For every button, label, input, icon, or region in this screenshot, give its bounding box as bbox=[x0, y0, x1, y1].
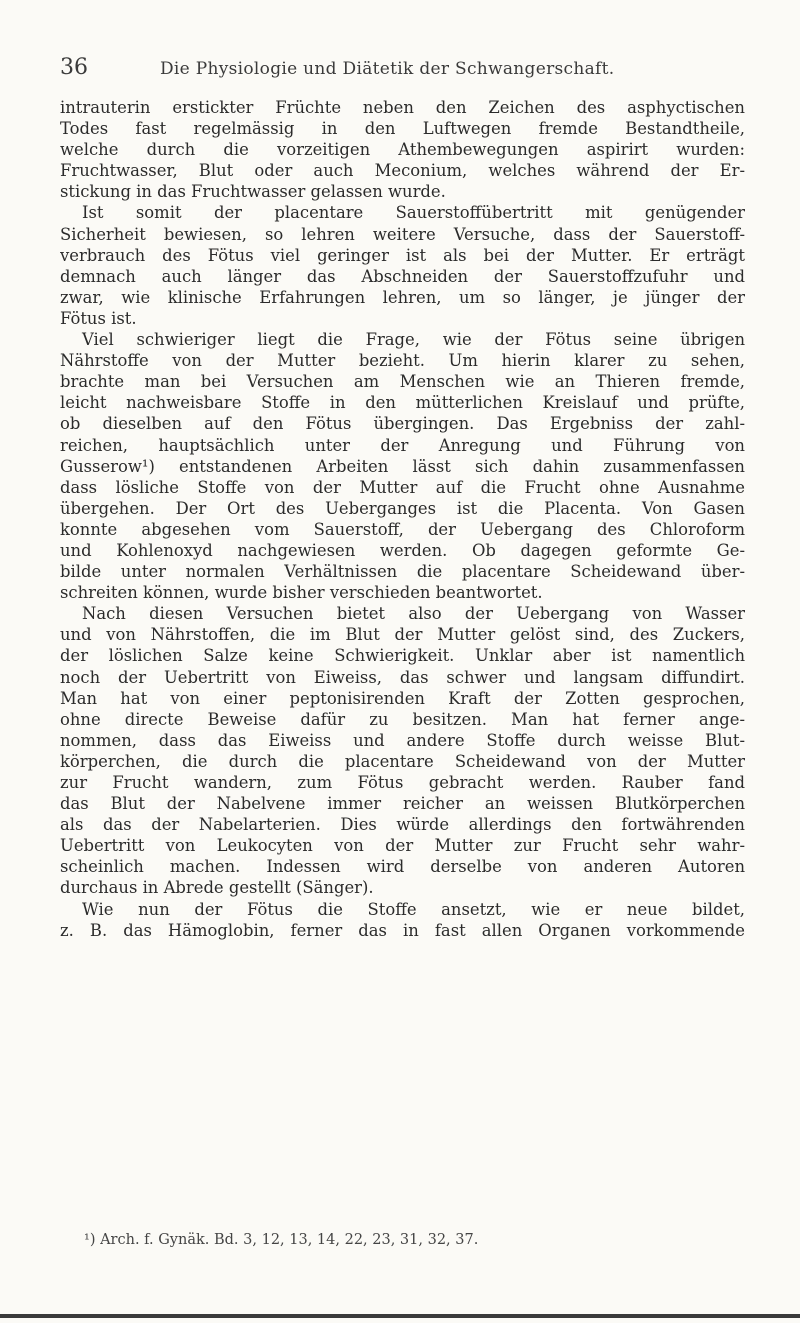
text-line: nommen, dass das Eiweiss und andere Stoffe durch weisse Blut- bbox=[60, 730, 745, 750]
text-line: Man hat von einer peptonisirenden Kraft der Zotten gesprochen, bbox=[60, 688, 745, 708]
text-line: reichen, hauptsächlich unter der Anregung und Führung von bbox=[60, 435, 745, 455]
body-text bbox=[60, 97, 745, 941]
text-line: intrauterin erstickter Früchte neben den Zeichen des asphyctischen bbox=[60, 98, 745, 117]
text-line: und von Nährstoffen, die im Blut der Mutter gelöst sind, des Zuckers, bbox=[60, 625, 745, 645]
running-title: Die Physiologie und Diätetik der Schwangerschaft. bbox=[160, 59, 615, 79]
text-line: das Blut der Nabelvene immer reicher an weissen Blutkörperchen bbox=[60, 794, 745, 814]
text-line: und Kohlenoxyd nachgewiesen werden. Ob dagegen geformte Ge- bbox=[60, 540, 745, 560]
text-line: scheinlich machen. Indessen wird derselbe von anderen Autoren bbox=[60, 857, 745, 877]
text-line: Uebertritt von Leukocyten von der Mutter zur Frucht sehr wahr- bbox=[60, 836, 745, 856]
text-line: welche durch die vorzeitigen Athembewegungen aspirirt wurden: bbox=[60, 140, 745, 160]
text-line: Fötus ist. bbox=[60, 308, 137, 328]
text-line: als das der Nabelarterien. Dies würde allerdings den fortwährenden bbox=[60, 815, 745, 835]
text-line: dass lösliche Stoffe von der Mutter auf die Frucht ohne Ausnahme bbox=[60, 477, 745, 497]
text-line: leicht nachweisbare Stoffe in den mütterlichen Kreislauf und prüfte, bbox=[60, 393, 745, 413]
text-line: körperchen, die durch die placentare Scheidewand von der Mutter bbox=[60, 751, 745, 771]
text-line: noch der Uebertritt von Eiweiss, das schwer und langsam diffundirt. bbox=[60, 667, 745, 687]
text-line: Ist somit der placentare Sauerstoffübertritt mit genügender bbox=[82, 203, 745, 223]
text-line: z. B. das Hämoglobin, ferner das in fast allen Organen vorkommende bbox=[60, 920, 745, 940]
text-line: bilde unter normalen Verhältnissen die placentare Scheidewand über- bbox=[60, 562, 745, 582]
footnote: ¹) Arch. f. Gynäk. Bd. 3, 12, 13, 14, 22, 23, 31, 32, 37. bbox=[84, 1232, 479, 1248]
page-number: 36 bbox=[60, 55, 88, 80]
text-line: schreiten können, wurde bisher verschieden beantwortet. bbox=[60, 583, 543, 603]
page-header bbox=[60, 55, 740, 85]
text-line: zwar, wie klinische Erfahrungen lehren, um so länger, je jünger der bbox=[60, 287, 745, 307]
text-line: demnach auch länger das Abschneiden der Sauerstoffzufuhr und bbox=[60, 266, 745, 286]
text-line: der löslichen Salze keine Schwierigkeit. Unklar aber ist namentlich bbox=[60, 646, 745, 666]
text-line: Gusserow¹) entstandenen Arbeiten lässt sich dahin zusammenfassen bbox=[60, 456, 745, 476]
text-line: stickung in das Fruchtwasser gelassen wurde. bbox=[60, 182, 446, 202]
text-line: Nach diesen Versuchen bietet also der Uebergang von Wasser bbox=[82, 604, 745, 624]
text-line: verbrauch des Fötus viel geringer ist als bei der Mutter. Er erträgt bbox=[60, 245, 745, 265]
text-line: durchaus in Abrede gestellt (Sänger). bbox=[60, 878, 374, 898]
text-line: Wie nun der Fötus die Stoffe ansetzt, wie er neue bildet, bbox=[82, 899, 745, 919]
text-line: Viel schwieriger liegt die Frage, wie der Fötus seine übrigen bbox=[82, 330, 745, 350]
text-line: zur Frucht wandern, zum Fötus gebracht werden. Rauber fand bbox=[60, 773, 745, 792]
text-line: brachte man bei Versuchen am Menschen wie an Thieren fremde, bbox=[60, 372, 745, 392]
text-line: übergehen. Der Ort des Ueberganges ist die Placenta. Von Gasen bbox=[60, 498, 745, 518]
text-line: ob dieselben auf den Fötus übergingen. Das Ergebniss der zahl- bbox=[60, 414, 745, 434]
text-line: konnte abgesehen vom Sauerstoff, der Uebergang des Chloroform bbox=[60, 519, 745, 539]
text-line: Sicherheit bewiesen, so lehren weitere Versuche, dass der Sauerstoff- bbox=[60, 224, 745, 244]
text-line: Fruchtwasser, Blut oder auch Meconium, welches während der Er- bbox=[60, 161, 745, 181]
text-line: Todes fast regelmässig in den Luftwegen fremde Bestandtheile, bbox=[60, 119, 745, 139]
text-line: Nährstoffe von der Mutter bezieht. Um hierin klarer zu sehen, bbox=[60, 351, 745, 371]
text-line: ohne directe Beweise dafür zu besitzen. Man hat ferner ange- bbox=[60, 709, 745, 729]
bottom-edge-rule bbox=[0, 1314, 800, 1318]
